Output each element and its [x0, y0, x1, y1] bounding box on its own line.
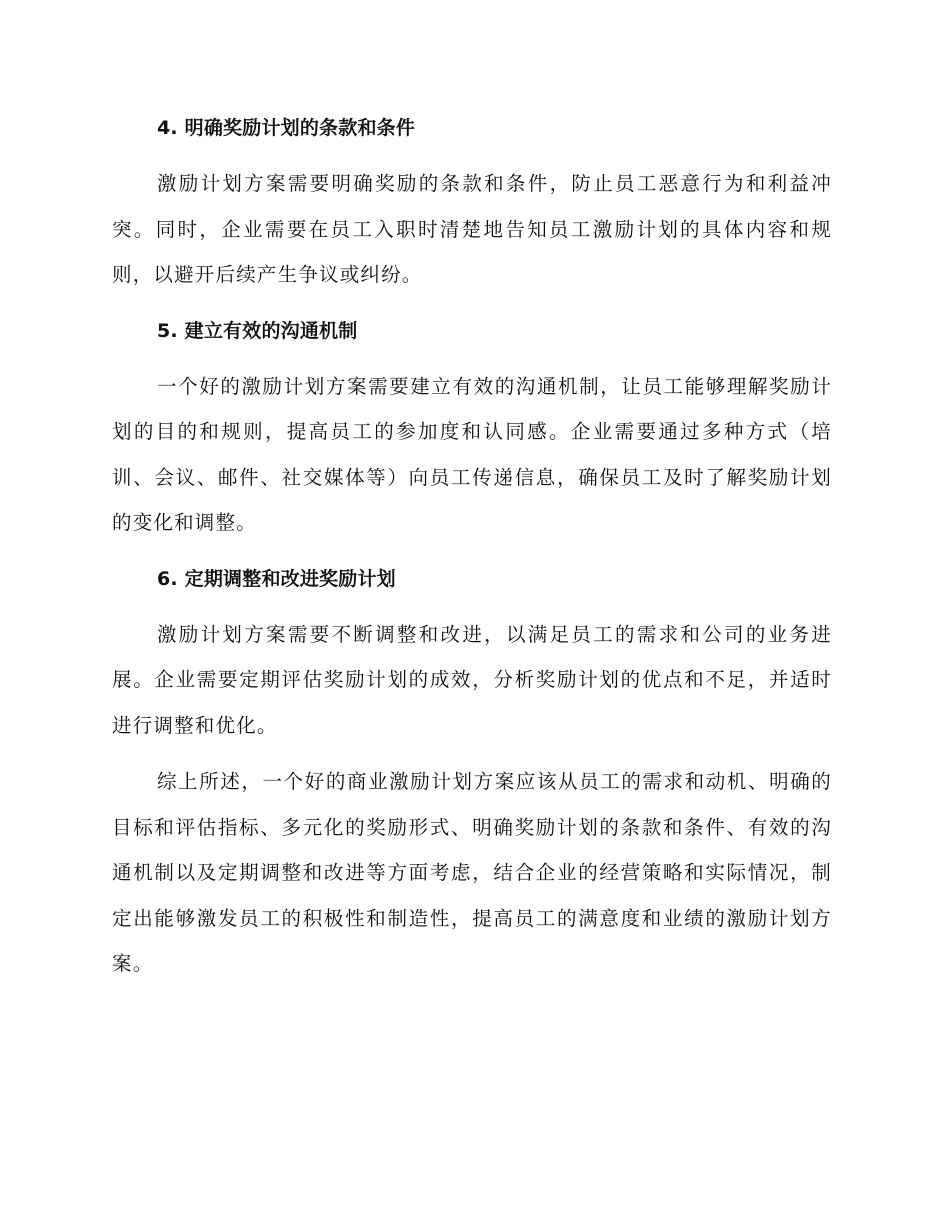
section-paragraph-5: 一个好的激励计划方案需要建立有效的沟通机制，让员工能够理解奖励计划的目的和规则，提高员工的参加度和认同感。企业需要通过多种方式（培训、会议、邮件、社交媒体等）向员工传递信息，确保员工及时了解奖励计划的变化和调整。	[112, 374, 832, 534]
conclusion-paragraph: 综上所述，一个好的商业激励计划方案应该从员工的需求和动机、明确的目标和评估指标、多元化的奖励形式、明确奖励计划的条款和条件、有效的沟通机制以及定期调整和改进等方面考虑，结合企业的经营策略和实际情况，制定出能够激发员工的积极性和制造性，提高员工的满意度和业绩的激励计划方案。	[112, 770, 832, 975]
section-paragraph-6: 激励计划方案需要不断调整和改进，以满足员工的需求和公司的业务进展。企业需要定期评估奖励计划的成效，分析奖励计划的优点和不足，并适时进行调整和优化。	[112, 622, 832, 737]
section-heading-5: 5. 建立有效的沟通机制	[157, 319, 358, 342]
document-page	[112, 106, 832, 987]
section-heading-4: 4. 明确奖励计划的条款和条件	[157, 117, 416, 139]
section-heading-6: 6. 定期调整和改进奖励计划	[157, 567, 396, 590]
section-paragraph-4: 激励计划方案需要明确奖励的条款和条件，防止员工恶意行为和利益冲突。同时，企业需要在员工入职时清楚地告知员工激励计划的具体内容和规则，以避开后续产生争议或纠纷。	[112, 172, 832, 286]
